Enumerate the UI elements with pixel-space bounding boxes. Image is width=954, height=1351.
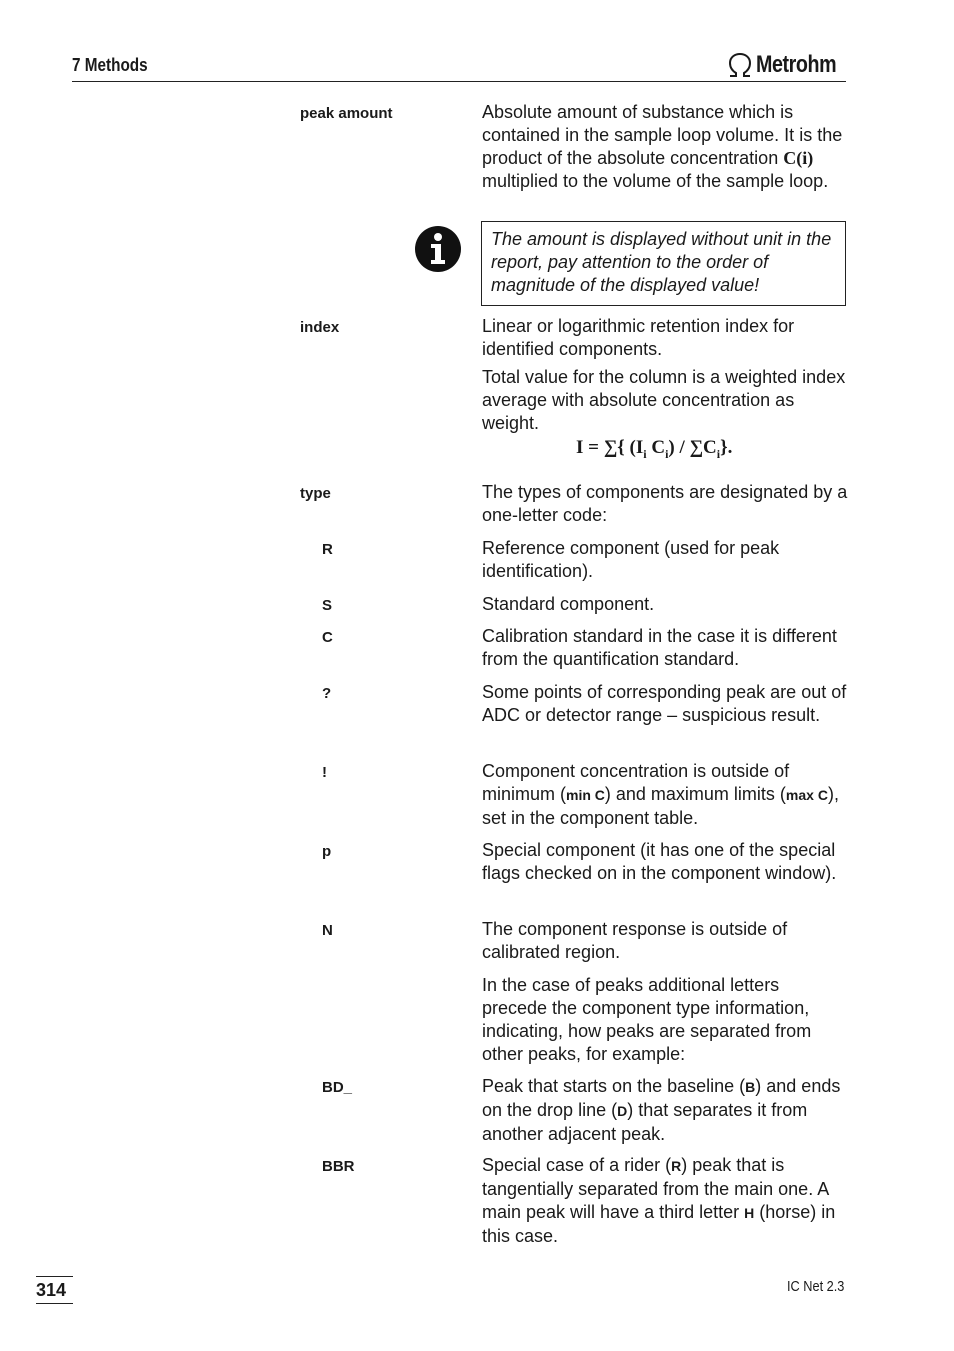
code-bbr: BBR bbox=[322, 1158, 355, 1175]
desc-index bbox=[482, 315, 848, 435]
inline-code: R bbox=[671, 1158, 682, 1174]
desc-code-bbr: Special case of a rider (R) peak that is tangentially separated from the main one. A main peak will have a third letter H (horse) in this case. bbox=[482, 1155, 836, 1246]
inline-code: D bbox=[617, 1103, 628, 1119]
footer-rule bbox=[36, 1276, 73, 1277]
desc-paragraph: Linear or logarithmic retention index for identified components. bbox=[482, 316, 795, 359]
omega-logo-icon bbox=[726, 52, 754, 78]
term-peak-amount: peak amount bbox=[300, 105, 393, 122]
inline-code: max C bbox=[785, 787, 828, 803]
metrohm-logo bbox=[726, 50, 854, 80]
desc-code-s: Standard component. bbox=[482, 594, 655, 614]
desc-code-exclamation: Component concentration is outside of minimum (min C) and maximum limits (max C), set in the component table. bbox=[482, 761, 839, 828]
inline-code: H bbox=[744, 1205, 755, 1221]
desc-code-question: Some points of corresponding peak are out of ADC or detector range – suspicious result. bbox=[482, 682, 847, 725]
desc-text: multiplied to the volume of the sample loop. bbox=[482, 171, 829, 191]
desc-paragraph: In the case of peaks additional letters precede the component type information, indicating, how peaks are separated from other peaks, for example: bbox=[482, 975, 812, 1064]
info-icon bbox=[414, 225, 462, 273]
term-type: type bbox=[300, 485, 331, 502]
header-rule bbox=[72, 81, 846, 82]
desc-paragraph: The component response is outside of calibrated region. bbox=[482, 919, 788, 962]
desc-code-bd: Peak that starts on the baseline (B) and ends on the drop line (D) that separates it from another adjacent peak. bbox=[482, 1076, 841, 1144]
index-formula: I = ∑{ ($I_i$ $C_i) / \sum C_i$}. bbox=[576, 437, 733, 461]
desc-type: The types of components are designated by a one-letter code: bbox=[482, 482, 848, 525]
footer-rule bbox=[36, 1303, 73, 1304]
desc-code-n bbox=[482, 918, 848, 1066]
code-n: N bbox=[322, 922, 333, 939]
desc-symbol: C(i) bbox=[783, 148, 814, 168]
desc-paragraph: Total value for the column is a weighted index average with absolute concentration as weight. bbox=[482, 367, 846, 433]
note-box: The amount is displayed without unit in the report, pay attention to the order of magnitude of the displayed value! bbox=[481, 221, 846, 306]
desc-peak-amount bbox=[482, 101, 848, 193]
inline-code: min C bbox=[566, 787, 605, 803]
code-exclamation: ! bbox=[322, 764, 327, 781]
desc-text: Absolute amount of substance which is contained in the sample loop volume. It is the product of the absolute concentration bbox=[482, 102, 843, 168]
code-r: R bbox=[322, 541, 333, 558]
code-p: p bbox=[322, 843, 332, 860]
logo-wordmark: Metrohm bbox=[756, 51, 837, 78]
page-number: 314 bbox=[36, 1280, 67, 1300]
code-s: S bbox=[322, 597, 333, 614]
code-c: C bbox=[322, 629, 333, 646]
term-index: index bbox=[300, 319, 340, 336]
inline-code: B bbox=[745, 1079, 756, 1095]
code-question: ? bbox=[322, 685, 332, 702]
desc-code-p: Special component (it has one of the special flags checked on in the component window). bbox=[482, 840, 837, 883]
code-bd: BD_ bbox=[322, 1079, 353, 1096]
chapter-title: 7 Methods bbox=[72, 55, 148, 75]
desc-code-r: Reference component (used for peak identification). bbox=[482, 538, 780, 581]
desc-code-c: Calibration standard in the case it is different from the quantification standard. bbox=[482, 626, 837, 669]
footer-product: IC Net 2.3 bbox=[787, 1278, 845, 1295]
